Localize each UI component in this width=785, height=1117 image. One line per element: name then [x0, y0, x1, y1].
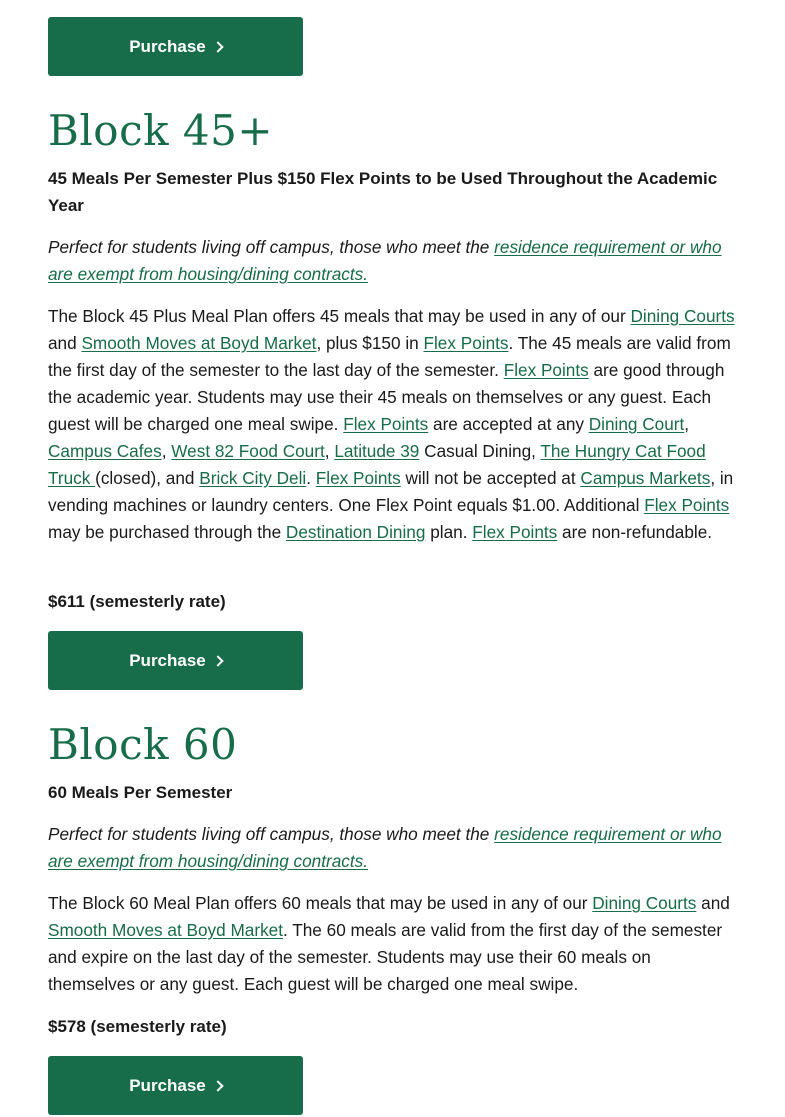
- flex-points-link[interactable]: Flex Points: [503, 360, 589, 380]
- flex-points-link[interactable]: Flex Points: [343, 414, 429, 434]
- block60-intro: [48, 821, 738, 875]
- text: (closed), and: [95, 468, 200, 488]
- text: ,: [684, 414, 690, 434]
- text: Casual Dining,: [419, 441, 541, 461]
- flex-points-link[interactable]: Flex Points: [472, 522, 558, 542]
- hungry-cat-food-truck-link[interactable]: The Hungry Cat Food Truck: [48, 441, 706, 488]
- block60-intro-text: Perfect for students living off campus, those who meet the: [48, 824, 495, 844]
- text: and: [696, 893, 730, 913]
- smooth-moves-link[interactable]: Smooth Moves at Boyd Market: [81, 333, 317, 353]
- block60-price: $578 (semesterly rate): [48, 1017, 227, 1036]
- block45-intro-text: Perfect for students living off campus, those who meet the: [48, 237, 495, 257]
- block60-subtitle: 60 Meals Per Semester: [48, 783, 233, 802]
- flex-points-link[interactable]: Flex Points: [644, 495, 730, 515]
- dining-courts-link[interactable]: Dining Courts: [592, 893, 697, 913]
- text: are non-refundable.: [557, 522, 713, 542]
- latitude-39-link[interactable]: Latitude 39: [334, 441, 420, 461]
- text: are good through the academic year. Students may use their 45 meals on themselves or any guest. Each guest will be charged one meal swipe.: [48, 360, 725, 434]
- text: may be purchased through the: [48, 522, 286, 542]
- block60-title: Block 60: [48, 720, 238, 769]
- text: plan.: [425, 522, 473, 542]
- flex-points-link[interactable]: Flex Points: [423, 333, 509, 353]
- block45-title: Block 45+: [48, 106, 274, 155]
- dining-court-link[interactable]: Dining Court: [588, 414, 685, 434]
- chevron-right-icon: [212, 41, 223, 52]
- block45-subtitle: 45 Meals Per Semester Plus $150 Flex Points to be Used Throughout the Academic Year: [48, 169, 718, 215]
- smooth-moves-link[interactable]: Smooth Moves at Boyd Market: [48, 920, 283, 940]
- purchase-button-block45[interactable]: [48, 631, 303, 690]
- purchase-button-label: Purchase: [129, 650, 206, 670]
- campus-markets-link[interactable]: Campus Markets: [580, 468, 711, 488]
- text: , in vending machines or laundry centers. One Flex Point equals $1.00. Additional: [48, 468, 734, 515]
- text: will not be accepted at: [400, 468, 581, 488]
- residence-requirement-link[interactable]: residence requirement or who are exempt from housing/dining contracts.: [48, 237, 722, 284]
- text: ,: [324, 441, 335, 461]
- block45-description: [48, 303, 738, 546]
- block45-intro: [48, 234, 738, 288]
- purchase-button-label: Purchase: [129, 1075, 206, 1095]
- text: The Block 60 Meal Plan offers 60 meals that may be used in any of our: [48, 893, 593, 913]
- purchase-button-label: Purchase: [129, 36, 206, 56]
- block60-description: [48, 890, 738, 998]
- campus-cafes-link[interactable]: Campus Cafes: [48, 441, 162, 461]
- text: . The 60 meals are valid from the first day of the semester and expire on the last day of the semester. Students may use their 60 meals on themselves or any guest. Each guest will be charged one meal swipe.: [48, 920, 723, 994]
- chevron-right-icon: [212, 1080, 223, 1091]
- text: and: [48, 333, 82, 353]
- dining-courts-link[interactable]: Dining Courts: [630, 306, 735, 326]
- purchase-button-block60[interactable]: [48, 1056, 303, 1115]
- text: . The 45 meals are valid from the first day of the semester to the last day of the semester.: [48, 333, 731, 380]
- text: The Block 45 Plus Meal Plan offers 45 meals that may be used in any of our: [48, 306, 631, 326]
- text: .: [306, 468, 316, 488]
- text: ,: [161, 441, 172, 461]
- text: are accepted at any: [428, 414, 589, 434]
- purchase-button-previous[interactable]: [48, 17, 303, 76]
- block45-price: $611 (semesterly rate): [48, 592, 226, 611]
- flex-points-link[interactable]: Flex Points: [315, 468, 401, 488]
- destination-dining-link[interactable]: Destination Dining: [285, 522, 426, 542]
- brick-city-deli-link[interactable]: Brick City Deli: [199, 468, 307, 488]
- residence-requirement-link[interactable]: residence requirement or who are exempt from housing/dining contracts.: [48, 824, 722, 871]
- west-82-food-court-link[interactable]: West 82 Food Court: [171, 441, 325, 461]
- chevron-right-icon: [212, 655, 223, 666]
- text: , plus $150 in: [316, 333, 424, 353]
